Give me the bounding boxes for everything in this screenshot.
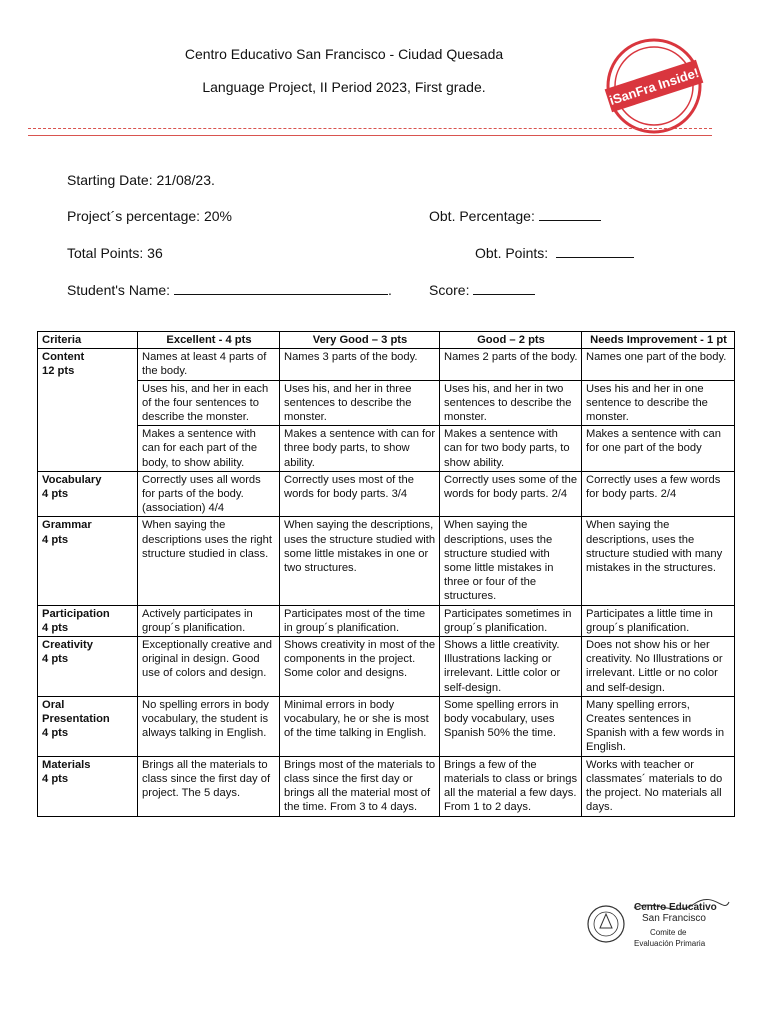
rubric-header-row xyxy=(38,332,735,349)
rubric-row xyxy=(38,696,735,756)
rubric-descriptor-cell: Participates sometimes in group´s planification. xyxy=(440,605,582,636)
seal-line-4: Evaluación Primaria xyxy=(634,939,706,948)
rubric-row xyxy=(38,349,735,380)
rubric-criteria-cell: Vocabulary 4 pts xyxy=(38,471,138,517)
student-name-label: Student's Name: xyxy=(67,282,171,298)
rubric-descriptor-cell: Participates a little time in group´s planification. xyxy=(582,605,735,636)
rubric-row xyxy=(38,605,735,636)
rubric-descriptor-cell: When saying the descriptions, uses the structure studied with many mistakes in the structures. xyxy=(582,517,735,605)
obtained-points-blank[interactable] xyxy=(556,245,634,258)
seal-line-2: San Francisco xyxy=(642,913,706,924)
rubric-header-level: Needs Improvement - 1 pt xyxy=(582,332,735,349)
rubric-descriptor-cell: Actively participates in group´s planification. xyxy=(138,605,280,636)
rubric-descriptor-cell: Brings all the materials to class since the first day of project. The 5 days. xyxy=(138,756,280,816)
rubric-descriptor-cell: No spelling errors in body vocabulary, the student is always talking in English. xyxy=(138,696,280,756)
rubric-header-level: Excellent - 4 pts xyxy=(138,332,280,349)
score-blank[interactable] xyxy=(473,282,535,295)
obtained-points-field xyxy=(475,245,634,261)
rubric-header-level: Good – 2 pts xyxy=(440,332,582,349)
rubric-criteria-cell: Oral Presentation 4 pts xyxy=(38,696,138,756)
rubric-row xyxy=(38,756,735,816)
rubric-descriptor-cell: Names one part of the body. xyxy=(582,349,735,380)
score-field xyxy=(429,282,535,298)
obtained-percentage-label: Obt. Percentage: xyxy=(429,208,535,224)
rubric-descriptor-cell: Participates most of the time in group´s planification. xyxy=(280,605,440,636)
seal-line-3: Comite de xyxy=(650,928,687,937)
rubric-descriptor-cell: Minimal errors in body vocabulary, he or she is most of the time talking in English. xyxy=(280,696,440,756)
header-solid-rule xyxy=(28,135,712,136)
rubric-body xyxy=(38,349,735,816)
evaluation-committee-seal xyxy=(584,894,734,954)
obtained-percentage-blank[interactable] xyxy=(539,208,601,221)
rubric-criteria-cell: Participation 4 pts xyxy=(38,605,138,636)
rubric-row xyxy=(38,471,735,517)
rubric-row xyxy=(38,637,735,697)
obtained-percentage-field xyxy=(429,208,601,224)
student-name-field xyxy=(67,282,392,298)
header-dashed-rule xyxy=(28,128,712,129)
rubric-descriptor-cell: When saying the descriptions, uses the structure studied with some little mistakes in three or four of the structures. xyxy=(440,517,582,605)
rubric-descriptor-cell: Shows creativity in most of the components in the project. Some color and designs. xyxy=(280,637,440,697)
rubric-descriptor-cell: Correctly uses some of the words for body parts. 2/4 xyxy=(440,471,582,517)
rubric-descriptor-cell: Does not show his or her creativity. No Illustrations or irrelevant. Little or no color and self-design. xyxy=(582,637,735,697)
rubric-descriptor-cell: When saying the descriptions, uses the structure studied with some little mistakes in one or two structures. xyxy=(280,517,440,605)
rubric-row xyxy=(38,380,735,426)
rubric-descriptor-cell: Shows a little creativity. Illustrations lacking or irrelevant. Little color or self-design. xyxy=(440,637,582,697)
starting-date: Starting Date: 21/08/23. xyxy=(67,172,215,188)
rubric-descriptor-cell: Many spelling errors, Creates sentences in Spanish with a few words in English. xyxy=(582,696,735,756)
rubric-descriptor-cell: Correctly uses a few words for body parts. 2/4 xyxy=(582,471,735,517)
rubric-descriptor-cell: Uses his, and her in each of the four sentences to describe the monster. xyxy=(138,380,280,426)
rubric-descriptor-cell: Names 3 parts of the body. xyxy=(280,349,440,380)
rubric-row xyxy=(38,426,735,472)
rubric-header-level: Very Good – 3 pts xyxy=(280,332,440,349)
rubric-criteria-cell: Content 12 pts xyxy=(38,349,138,472)
rubric-descriptor-cell: Brings most of the materials to class since the first day or brings all the material most of the time. From 3 to 4 days. xyxy=(280,756,440,816)
rubric-descriptor-cell: Correctly uses most of the words for body parts. 3/4 xyxy=(280,471,440,517)
rubric-criteria-cell: Grammar 4 pts xyxy=(38,517,138,605)
rubric-descriptor-cell: Uses his and her in one sentence to describe the monster. xyxy=(582,380,735,426)
project-title: Language Project, II Period 2023, First grade. xyxy=(202,79,486,95)
student-name-period: . xyxy=(387,282,392,298)
rubric-descriptor-cell: Brings a few of the materials to class or brings all the material a few days. From 1 to 2 days. xyxy=(440,756,582,816)
rubric-descriptor-cell: When saying the descriptions uses the right structure studied in class. xyxy=(138,517,280,605)
rubric-descriptor-cell: Makes a sentence with can for each part of the body, to show ability. xyxy=(138,426,280,472)
rubric-criteria-cell: Creativity 4 pts xyxy=(38,637,138,697)
school-title: Centro Educativo San Francisco - Ciudad Quesada xyxy=(184,46,504,62)
rubric-descriptor-cell: Makes a sentence with can for one part of the body xyxy=(582,426,735,472)
rubric-criteria-cell: Materials 4 pts xyxy=(38,756,138,816)
rubric-descriptor-cell: Correctly uses all words for parts of the body. (association) 4/4 xyxy=(138,471,280,517)
rubric-header-criteria: Criteria xyxy=(38,332,138,349)
rubric-descriptor-cell: Names 2 parts of the body. xyxy=(440,349,582,380)
rubric-table xyxy=(37,331,735,817)
rubric-row xyxy=(38,517,735,605)
school-stamp-logo xyxy=(604,36,704,136)
total-points: Total Points: 36 xyxy=(67,245,163,261)
rubric-descriptor-cell: Names at least 4 parts of the body. xyxy=(138,349,280,380)
student-name-blank[interactable] xyxy=(174,282,388,295)
project-percentage: Project´s percentage: 20% xyxy=(67,208,232,224)
obtained-points-label: Obt. Points: xyxy=(475,245,549,261)
rubric-descriptor-cell: Makes a sentence with can for three body parts, to show ability. xyxy=(280,426,440,472)
rubric-descriptor-cell: Uses his, and her in two sentences to describe the monster. xyxy=(440,380,582,426)
rubric-descriptor-cell: Makes a sentence with can for two body parts, to show ability. xyxy=(440,426,582,472)
stamp-text: iSanFra Inside! xyxy=(607,64,701,109)
rubric-descriptor-cell: Some spelling errors in body vocabulary, uses Spanish 50% the time. xyxy=(440,696,582,756)
rubric-descriptor-cell: Uses his, and her in three sentences to describe the monster. xyxy=(280,380,440,426)
rubric-descriptor-cell: Exceptionally creative and original in design. Good use of colors and design. xyxy=(138,637,280,697)
score-label: Score: xyxy=(429,282,470,298)
seal-line-1: Centro Educativo xyxy=(634,902,717,913)
rubric-descriptor-cell: Works with teacher or classmates´ materials to do the project. No materials all days. xyxy=(582,756,735,816)
